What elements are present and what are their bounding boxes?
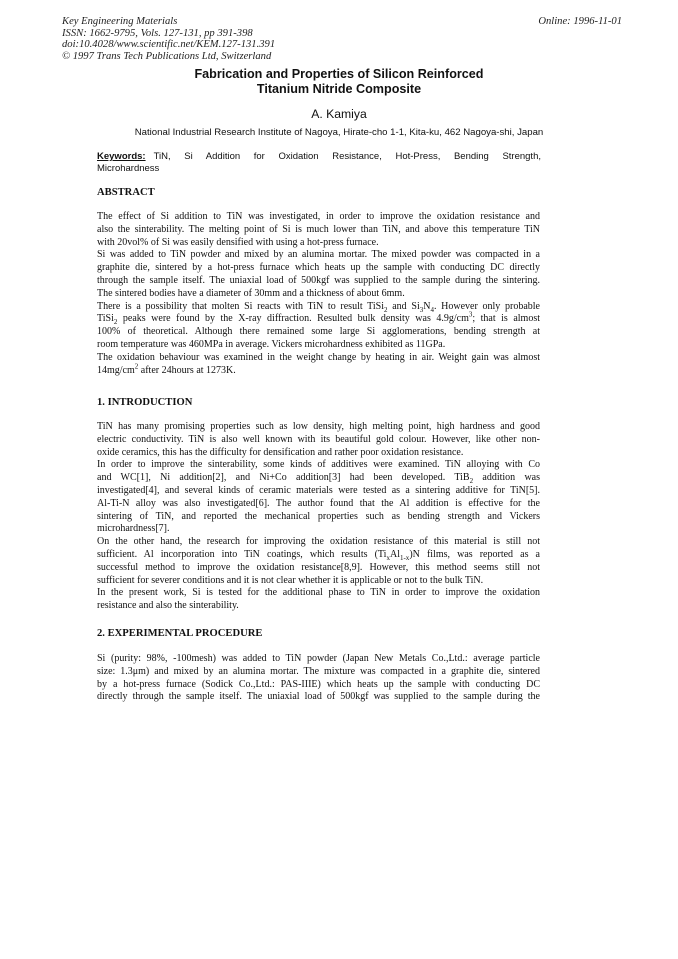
- introduction-heading: 1. INTRODUCTION: [97, 397, 193, 408]
- text-line: The oxidation behaviour was examined in the weight change by heating in air. Weight gain was almost: [97, 351, 540, 363]
- doi-line: doi:10.4028/www.scientific.net/KEM.127-131.391: [62, 39, 276, 51]
- text-line: oxide ceramics, this has the difficulty for densification and rather poor oxidation resistance.: [97, 446, 464, 458]
- text-line: The sintered bodies have a diameter of 30mm and a thickness of about 6mm.: [97, 287, 405, 299]
- text-line: In order to improve the sinterability, some kinds of additives were examined. TiN alloying with Co: [97, 459, 540, 471]
- text-line: Si was added to TiN powder and mixed by an alumina mortar. The mixed powder was compacted in a: [97, 249, 540, 261]
- text-line: resistance and also the sinterability.: [97, 600, 239, 612]
- introduction-body: [97, 421, 540, 613]
- copyright-line: © 1997 Trans Tech Publications Ltd, Switzerland: [62, 50, 272, 62]
- author-name: A. Kamiya: [311, 107, 367, 121]
- keywords-second-line: Microhardness: [97, 163, 160, 174]
- text-line: electric conductivity. TiN is also well known with its beautiful gold colour. However, like other non-: [97, 433, 540, 445]
- text-line: sintering of TiN, and reported the mechanical properties such as bending strength and Vickers: [97, 510, 540, 522]
- text-line: TiSi$_2$ peaks were found by the X-ray diffraction. Resulted bulk density was $4.9g/cm^3$; that is almost: [97, 311, 540, 327]
- keywords-label: Keywords:: [97, 151, 146, 162]
- text-line: with 20vol% of Si was easily densified with using a hot-press furnace.: [97, 236, 379, 248]
- experimental-heading: 2. EXPERIMENTAL PROCEDURE: [97, 628, 263, 639]
- text-line: directly through the sample itself. The uniaxial load of 500kgf was supplied to the sample during the: [97, 691, 540, 703]
- issn-line: ISSN: 1662-9795, Vols. 127-131, pp 391-398: [62, 27, 253, 39]
- text-line: $14mg/cm^2$ after 24hours at 1273K.: [97, 362, 236, 376]
- text-line: sufficient. Al incorporation into TiN coatings, which results $(Ti_xAl_{1-x})N$ films, was reported as a: [97, 548, 540, 562]
- text-line: microhardness[7].: [97, 523, 170, 535]
- text-line: by a hot-press furnace (Sodick Co.,Ltd.: PAS-IIIE) which heats up the sample with conducting DC: [97, 678, 540, 690]
- text-line: Al-Ti-N alloy was also investigated[6]. The author found that the Al addition is effective for the: [97, 497, 540, 509]
- text-line: The effect of Si addition to TiN was investigated, in order to improve the oxidation resistance and: [97, 211, 540, 222]
- text-line: and WC[1], Ni addition[2], and Ni+Co addition[3] had been developed. TiB$_2$ addition was: [97, 472, 541, 486]
- paper-title: [0, 67, 678, 97]
- title-line-2: Titanium Nitride Composite: [256, 82, 422, 96]
- keywords-values: TiN, Si Addition for Oxidation Resistance, Hot-Press, Bending Strength,: [153, 151, 541, 162]
- keywords-first-line: [97, 151, 541, 163]
- text-line: On the other hand, the research for improving the oxidation resistance of this material is still not: [97, 536, 540, 548]
- text-line: In the present work, Si is tested for the additional phase to TiN in order to improve the oxidation: [97, 587, 540, 599]
- journal-header: [62, 16, 622, 62]
- keywords-block: [97, 151, 541, 175]
- text-line: TiN has many promising properties such as low density, high melting point, high hardness and good: [97, 421, 540, 432]
- text-line: successful method to improve the oxidation resistance[8,9]. However, this method seems still not: [97, 561, 540, 573]
- text-line: also the sinterability. The melting point of Si is much lower than TiN, and above this temperature TiN: [97, 223, 540, 235]
- experimental-body: [97, 653, 540, 704]
- text-line: 100% of theoretical. Although there remained some large Si agglomerations, bending strength at: [97, 326, 540, 338]
- text-line: through the sample itself. The uniaxial load of 500kgf was supplied to the sample during the sintering.: [97, 274, 540, 286]
- text-line: sufficient for severer conditions and it is not clear whether it is applicable or not to the bulk TiN.: [97, 574, 484, 586]
- journal-name: Key Engineering Materials: [62, 16, 178, 27]
- text-line: size: 1.3μm) and mixed by an alumina mortar. The mixture was compacted in a graphite die, sintered: [97, 665, 540, 677]
- text-line: Si (purity: 98%, -100mesh) was added to TiN powder (Japan New Metals Co.,Ltd.: average particle: [97, 653, 540, 664]
- text-line: investigated[4], and several kinds of ceramic materials were tested as a sintering additive for TiN[5].: [97, 484, 540, 496]
- abstract-heading: ABSTRACT: [97, 187, 155, 198]
- abstract-body: [97, 211, 540, 377]
- text-line: room temperature was 460MPa in average. Vickers microhardness exhibited as 11GPa.: [97, 338, 446, 350]
- text-line: There is a possibility that molten Si reacts with TiN to result TiSi$_2$ and $Si_3N_4$. However only probable: [97, 300, 540, 314]
- title-line-1: Fabrication and Properties of Silicon Reinforced: [194, 67, 484, 81]
- text-line: graphite die, sintered by a hot-press furnace which heats up the sample with conducting DC directly: [97, 262, 540, 274]
- online-date: Online: 1996-11-01: [538, 16, 622, 27]
- author-affiliation: National Industrial Research Institute of Nagoya, Hirate-cho 1-1, Kita-ku, 462 Nagoya-shi, Japan: [134, 127, 544, 138]
